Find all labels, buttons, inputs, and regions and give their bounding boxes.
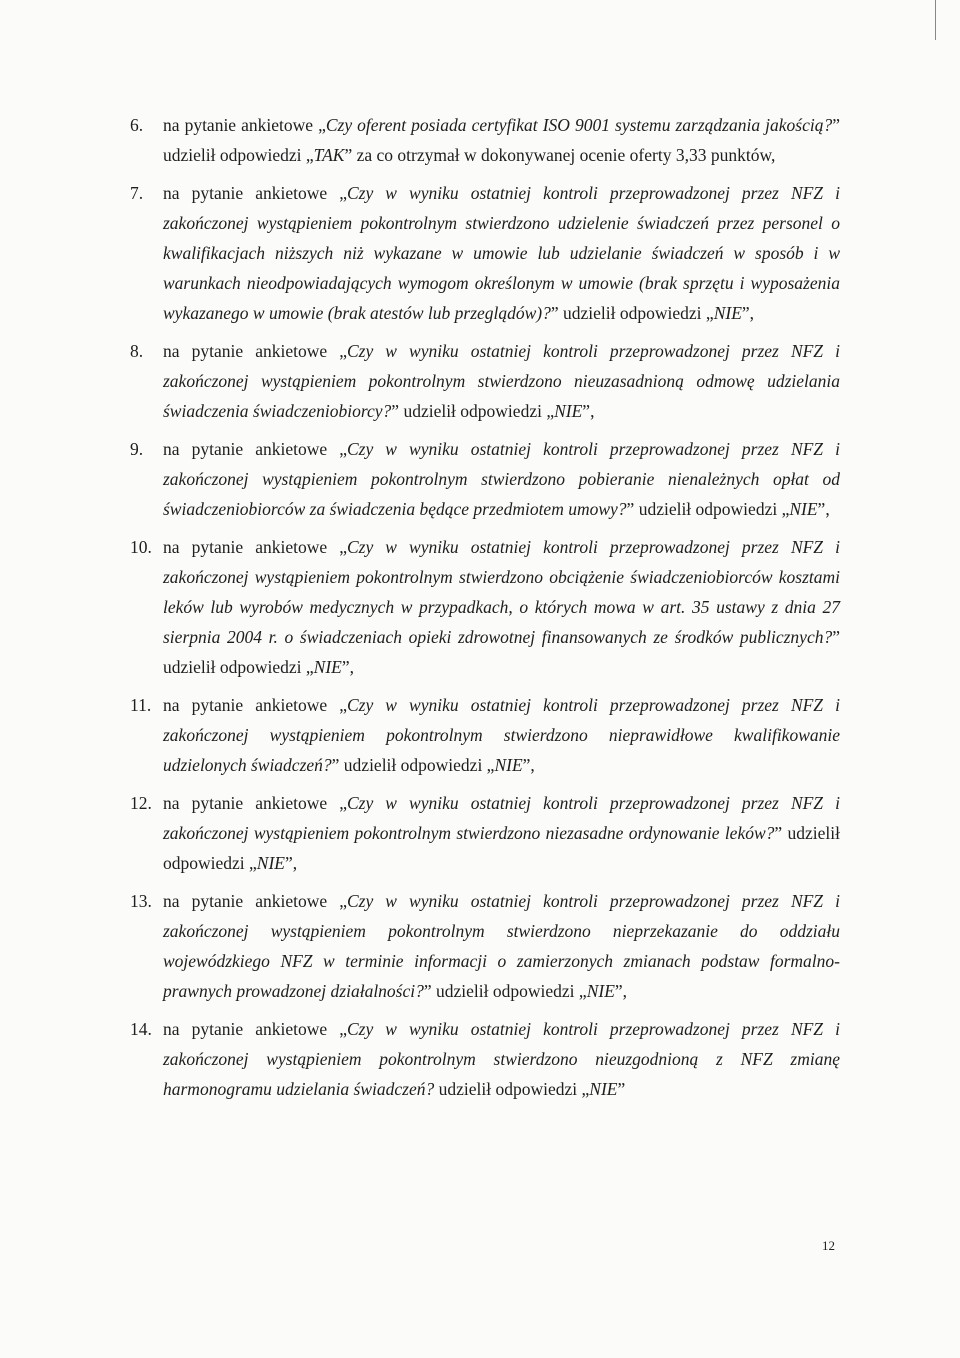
list-item [130, 1014, 840, 1104]
answer-text: NIE [789, 499, 818, 519]
item-number: 13. [130, 891, 152, 911]
scan-edge-line [935, 0, 936, 40]
list-item [130, 886, 840, 1006]
list-item [130, 336, 840, 426]
list-item [130, 788, 840, 878]
item-text: na pytanie ankietowe „Czy w wyniku ostatniej kontroli przeprowadzonej przez NFZ i zakończonej wystąpieniem pokontrolnym stwierdzono udzielenie świadczeń przez personel o kwalifikacjach niższych niż wykazane w umowie lub udzielanie świadczeń w sposób i w warunkach nieodpowiadających wymogom określonym w umowie (brak sprzętu i wyposażenia wykazanego w umowie (brak atestów lub przeglądów)?” udzielił odpowiedzi „NIE”, [163, 183, 840, 323]
item-text: na pytanie ankietowe „Czy w wyniku ostatniej kontroli przeprowadzonej przez NFZ i zakończonej wystąpieniem pokontrolnym stwierdzono obciążenie świadczeniobiorców kosztami leków lub wyrobów medycznych w przypadkach, o których mowa w art. 35 ustawy z dnia 27 sierpnia 2004 r. o świadczeniach opieki zdrowotnej finansowanych ze środków publicznych?” udzielił odpowiedzi „NIE”, [163, 537, 840, 677]
question-text: Czy w wyniku ostatniej kontroli przeprowadzonej przez NFZ i zakończonej wystąpieniem pokontrolnym stwierdzono obciążenie świadczeniobiorców kosztami leków lub wyrobów medycznych w przypadkach, o których mowa w art. 35 ustawy z dnia 27 sierpnia 2004 r. o świadczeniach opieki zdrowotnej finansowanych ze środków publicznych? [163, 537, 840, 647]
item-number: 10. [130, 537, 152, 557]
answer-text: NIE [554, 401, 583, 421]
question-text: Czy w wyniku ostatniej kontroli przeprowadzonej przez NFZ i zakończonej wystąpieniem pokontrolnym stwierdzono pobieranie nienależnych opłat od świadczeniobiorców za świadczenia będące przedmiotem umowy? [163, 439, 840, 519]
question-text: Czy w wyniku ostatniej kontroli przeprowadzonej przez NFZ i zakończonej wystąpieniem pokontrolnym stwierdzono udzielenie świadczeń przez personel o kwalifikacjach niższych niż wykazane w umowie lub udzielanie świadczeń w sposób i w warunkach nieodpowiadających wymogom określonym w umowie (brak sprzętu i wyposażenia wykazanego w umowie (brak atestów lub przeglądów)? [163, 183, 840, 323]
page-number: 12 [822, 1238, 835, 1253]
item-number: 8. [130, 341, 144, 361]
question-text: Czy w wyniku ostatniej kontroli przeprowadzonej przez NFZ i zakończonej wystąpieniem pokontrolnym stwierdzono nieprzekazanie do oddziału wojewódzkiego NFZ w terminie informacji o zamierzonych zmianach podstaw formalno-prawnych prowadzonej działalności? [163, 891, 840, 1001]
list-item [130, 110, 840, 170]
answer-text: NIE [713, 303, 742, 323]
item-text: na pytanie ankietowe „Czy w wyniku ostatniej kontroli przeprowadzonej przez NFZ i zakończonej wystąpieniem pokontrolnym stwierdzono niezasadne ordynowanie leków?” udzielił odpowiedzi „NIE”, [163, 793, 840, 873]
item-text: na pytanie ankietowe „Czy w wyniku ostatniej kontroli przeprowadzonej przez NFZ i zakończonej wystąpieniem pokontrolnym stwierdzono nieprawidłowe kwalifikowanie udzielonych świadczeń?” udzielił odpowiedzi „NIE”, [163, 695, 840, 775]
item-number: 11. [130, 695, 152, 715]
item-text: na pytanie ankietowe „Czy w wyniku ostatniej kontroli przeprowadzonej przez NFZ i zakończonej wystąpieniem pokontrolnym stwierdzono nieprzekazanie do oddziału wojewódzkiego NFZ w terminie informacji o zamierzonych zmianach podstaw formalno-prawnych prowadzonej działalności?” udzielił odpowiedzi „NIE”, [163, 891, 840, 1001]
question-text: Czy oferent posiada certyfikat ISO 9001 systemu zarządzania jakością? [325, 115, 833, 135]
list-item [130, 178, 840, 328]
questionnaire-list [130, 110, 840, 1112]
answer-text: NIE [313, 657, 342, 677]
question-text: Czy w wyniku ostatniej kontroli przeprowadzonej przez NFZ i zakończonej wystąpieniem pokontrolnym stwierdzono nieuzgodnioną z NFZ zmianę harmonogramu udzielania świadczeń? [163, 1019, 840, 1099]
question-text: Czy w wyniku ostatniej kontroli przeprowadzonej przez NFZ i zakończonej wystąpieniem pokontrolnym stwierdzono nieuzasadnioną odmowę udzielania świadczenia świadczeniobiorcy? [163, 341, 840, 421]
item-text: na pytanie ankietowe „Czy oferent posiada certyfikat ISO 9001 systemu zarządzania jakością?” udzielił odpowiedzi „TAK” za co otrzymał w dokonywanej ocenie oferty 3,33 punktów, [163, 115, 840, 165]
list-item [130, 690, 840, 780]
answer-text: NIE [256, 853, 285, 873]
item-text: na pytanie ankietowe „Czy w wyniku ostatniej kontroli przeprowadzonej przez NFZ i zakończonej wystąpieniem pokontrolnym stwierdzono nieuzasadnioną odmowę udzielania świadczenia świadczeniobiorcy?” udzielił odpowiedzi „NIE”, [163, 341, 840, 421]
answer-text: NIE [586, 981, 615, 1001]
question-text: Czy w wyniku ostatniej kontroli przeprowadzonej przez NFZ i zakończonej wystąpieniem pokontrolnym stwierdzono niezasadne ordynowanie leków? [163, 793, 840, 843]
question-text: Czy w wyniku ostatniej kontroli przeprowadzonej przez NFZ i zakończonej wystąpieniem pokontrolnym stwierdzono nieprawidłowe kwalifikowanie udzielonych świadczeń? [163, 695, 840, 775]
item-number: 12. [130, 793, 152, 813]
answer-text: NIE [589, 1079, 618, 1099]
item-number: 7. [130, 183, 144, 203]
list-item [130, 434, 840, 524]
item-number: 9. [130, 439, 144, 459]
item-number: 6. [130, 115, 144, 135]
item-text: na pytanie ankietowe „Czy w wyniku ostatniej kontroli przeprowadzonej przez NFZ i zakończonej wystąpieniem pokontrolnym stwierdzono nieuzgodnioną z NFZ zmianę harmonogramu udzielania świadczeń? udzielił odpowiedzi „NIE” [163, 1019, 840, 1099]
answer-text: TAK [313, 145, 345, 165]
item-text: na pytanie ankietowe „Czy w wyniku ostatniej kontroli przeprowadzonej przez NFZ i zakończonej wystąpieniem pokontrolnym stwierdzono pobieranie nienależnych opłat od świadczeniobiorców za świadczenia będące przedmiotem umowy?” udzielił odpowiedzi „NIE”, [163, 439, 840, 519]
item-number: 14. [130, 1019, 152, 1039]
list-item [130, 532, 840, 682]
answer-text: NIE [494, 755, 523, 775]
